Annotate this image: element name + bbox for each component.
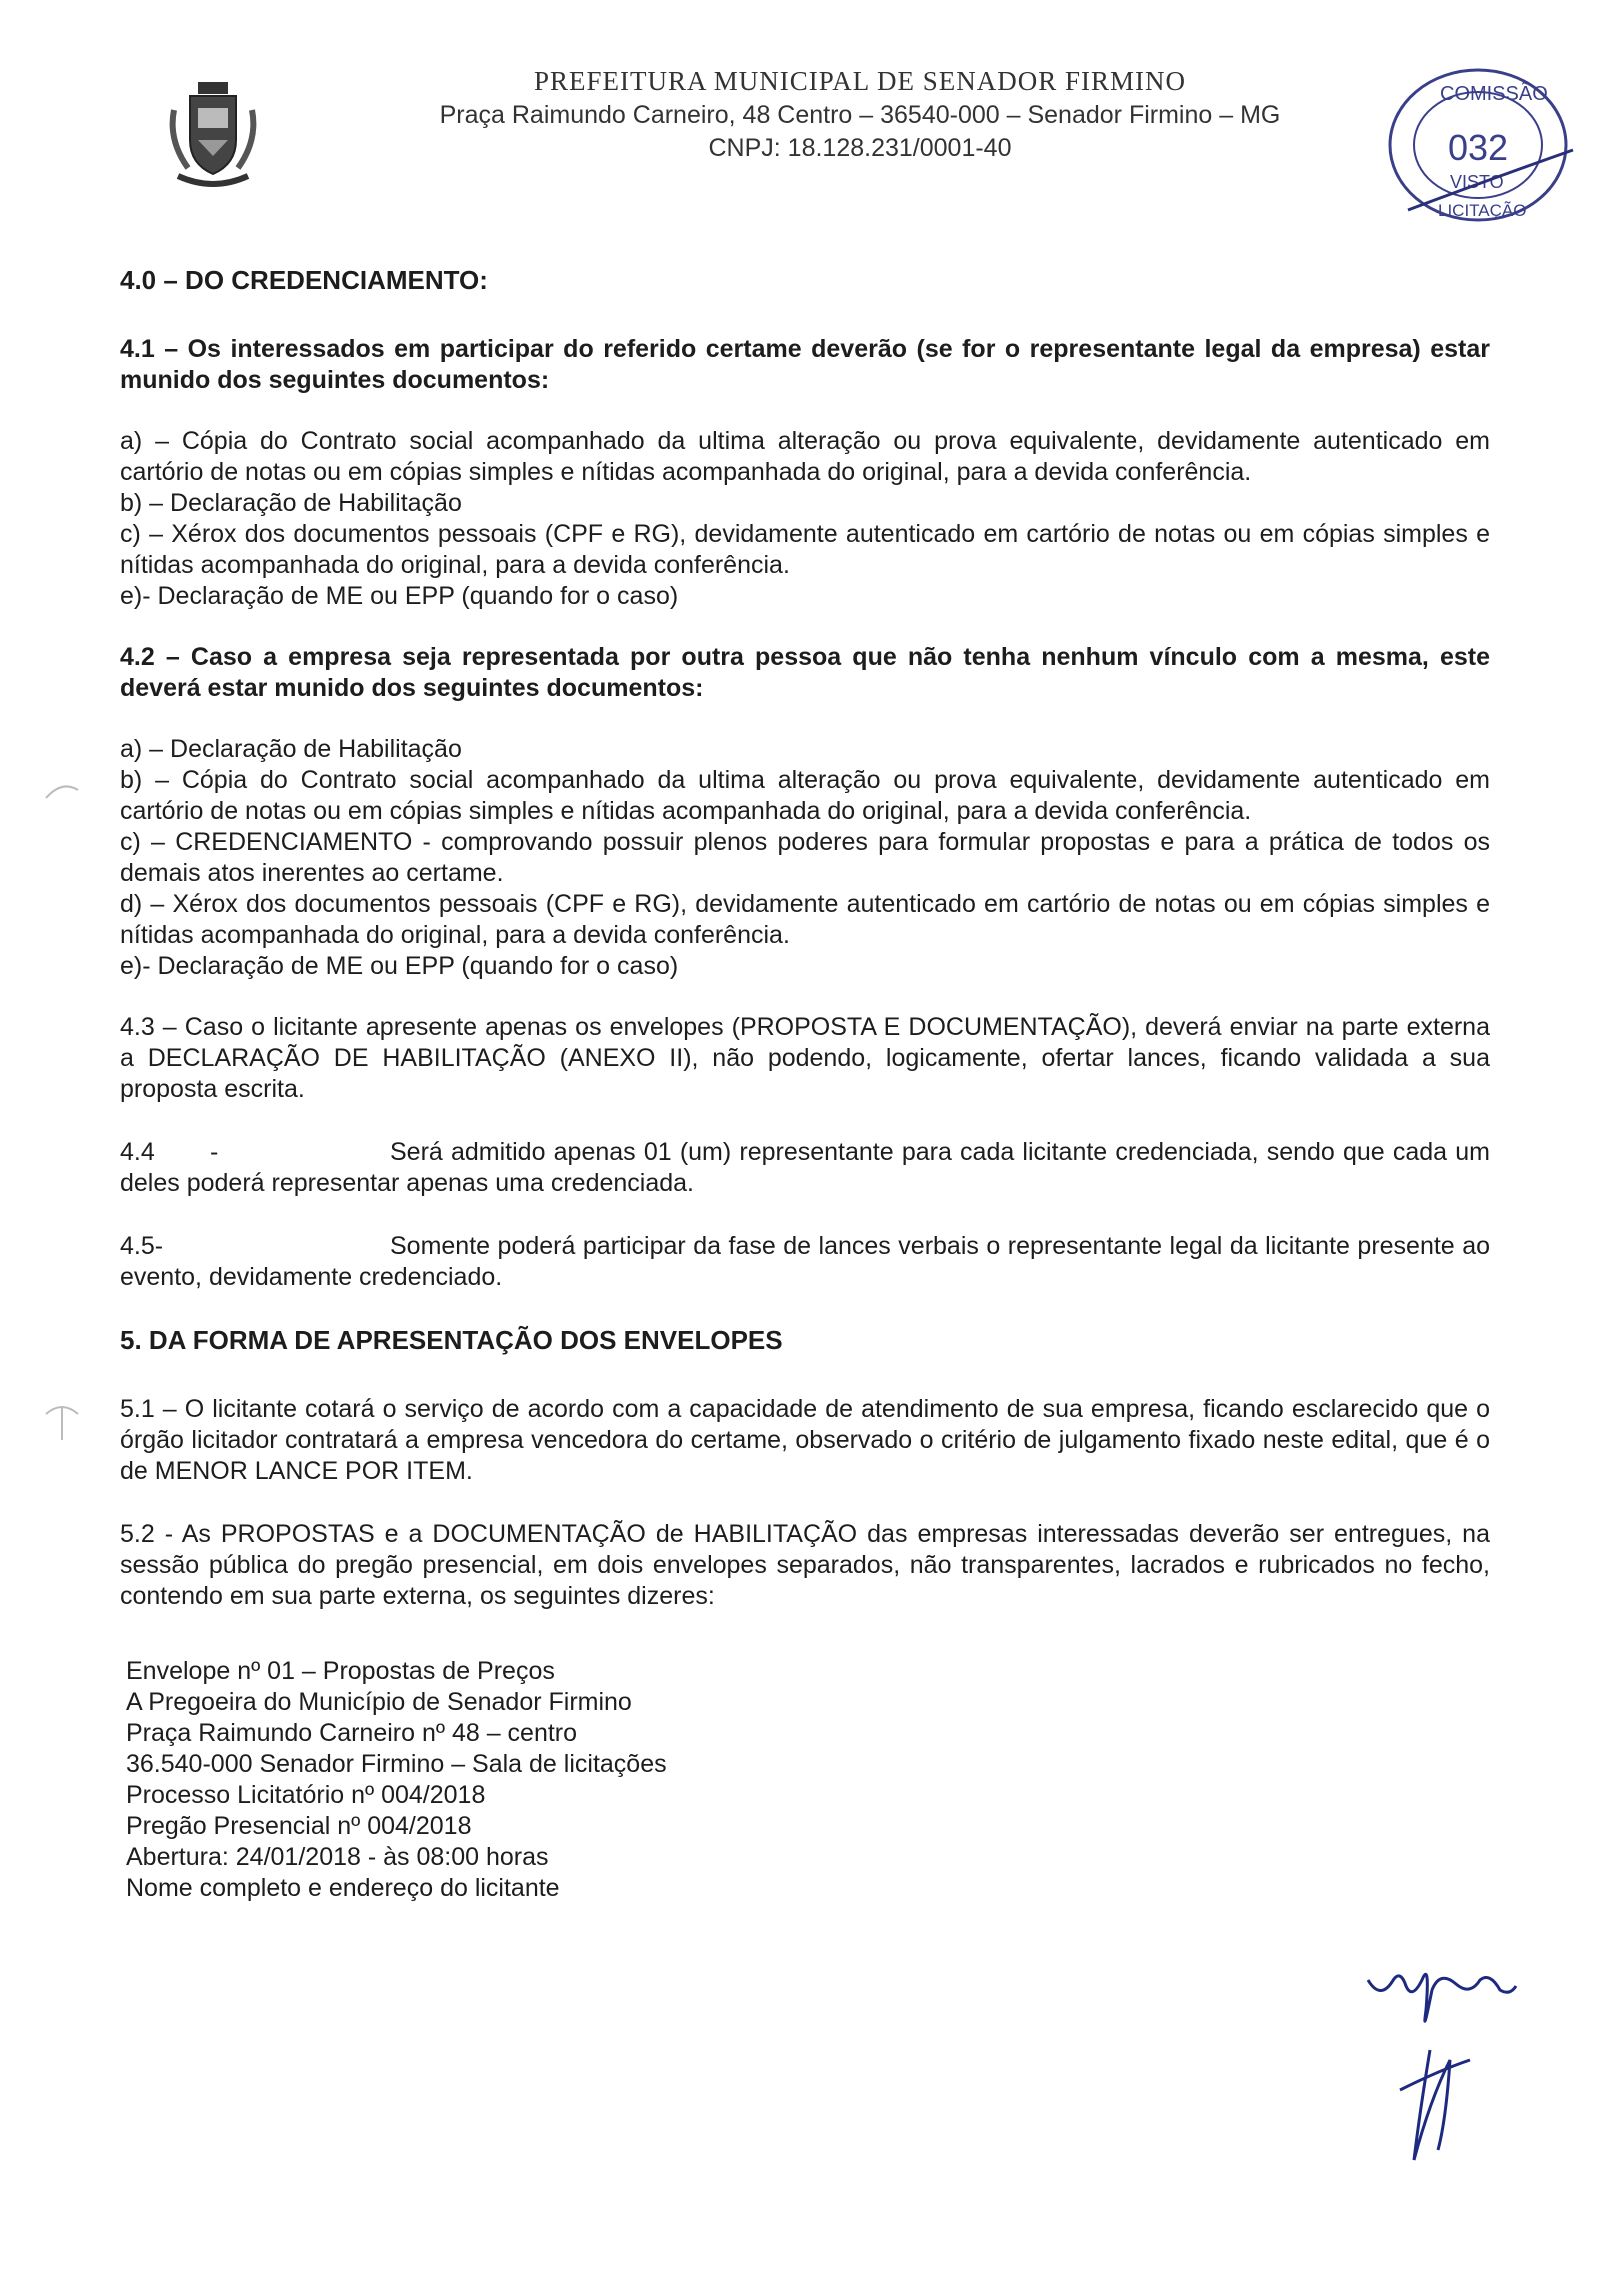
- section-4-title: 4.0 – DO CREDENCIAMENTO:: [120, 265, 488, 295]
- svg-text:032: 032: [1448, 127, 1509, 168]
- list-item: d) – Xérox dos documentos pessoais (CPF e RG), devidamente autenticado em cartório de notas ou em cópias simples e nítidas acompanhada do original, para a devida conferência.: [120, 890, 1490, 949]
- clause-4-2: 4.2 – Caso a empresa seja representada por outra pessoa que não tenha nenhum vínculo com a mesma, este deverá estar munido dos seguintes documentos:: [120, 643, 1490, 702]
- envelope-line: Pregão Presencial nº 004/2018: [126, 1812, 472, 1840]
- letterhead: [160, 60, 1600, 220]
- hole-punch-mark: [42, 778, 82, 818]
- envelope-line: Processo Licitatório nº 004/2018: [126, 1781, 486, 1809]
- list-4-1: [120, 426, 1490, 612]
- hole-punch-mark: [42, 1400, 82, 1440]
- handwritten-signature: [1360, 1950, 1520, 2170]
- envelope-line: Praça Raimundo Carneiro nº 48 – centro: [126, 1719, 578, 1747]
- clause-4-1: 4.1 – Os interessados em participar do referido certame deverão (se for o representante legal da empresa) estar munido dos seguintes documentos:: [120, 335, 1490, 394]
- clause-dash: -: [210, 1138, 219, 1166]
- clause-4-5: [120, 1231, 1490, 1293]
- clause-number: 4.5-: [120, 1232, 164, 1260]
- svg-text:VISTO: VISTO: [1450, 172, 1504, 192]
- list-item: b) – Cópia do Contrato social acompanhado da ultima alteração ou prova equivalente, devidamente autenticado em cartório de notas ou em cópias simples e nítidas acompanhada do original, para a devida conferência.: [120, 766, 1490, 825]
- list-item: a) – Declaração de Habilitação: [120, 735, 462, 763]
- list-4-2: [120, 734, 1490, 982]
- clause-4-4: [120, 1137, 1490, 1199]
- section-5-title: 5. DA FORMA DE APRESENTAÇÃO DOS ENVELOPES: [120, 1325, 783, 1355]
- clause-text: Somente poderá participar da fase de lances verbais o representante legal da licitante presente ao evento, devidamente credenciado.: [120, 1232, 1490, 1291]
- clause-4-3: 4.3 – Caso o licitante apresente apenas os envelopes (PROPOSTA E DOCUMENTAÇÃO), deverá enviar na parte externa a DECLARAÇÃO DE HABILITAÇÃO (ANEXO II), não podendo, logicamente, ofertar lances, ficando validada a sua proposta escrita.: [120, 1013, 1490, 1103]
- header-cnpj: CNPJ: 18.128.231/0001-40: [708, 134, 1012, 162]
- envelope-line: A Pregoeira do Município de Senador Firmino: [126, 1688, 632, 1716]
- header-title: PREFEITURA MUNICIPAL DE SENADOR FIRMINO: [533, 66, 1187, 96]
- list-item: b) – Declaração de Habilitação: [120, 489, 462, 517]
- clause-text: Será admitido apenas 01 (um) representante para cada licitante credenciada, sendo que cada um deles poderá representar apenas uma credenciada.: [120, 1138, 1490, 1197]
- svg-text:COMISSÃO: COMISSÃO: [1440, 83, 1548, 105]
- list-item: e)- Declaração de ME ou EPP (quando for o caso): [120, 952, 679, 980]
- list-item: e)- Declaração de ME ou EPP (quando for o caso): [120, 582, 679, 610]
- coat-of-arms-icon: [168, 80, 258, 190]
- list-item: a) – Cópia do Contrato social acompanhado da ultima alteração ou prova equivalente, devidamente autenticado em cartório de notas ou em cópias simples e nítidas acompanhada do original, para a devida conferência.: [120, 427, 1490, 486]
- commission-stamp: [1378, 60, 1578, 230]
- envelope-label: [120, 1656, 1490, 1904]
- list-item: c) – CREDENCIAMENTO - comprovando possuir plenos poderes para formular propostas e para a prática de todos os demais atos inerentes ao certame.: [120, 828, 1490, 887]
- svg-text:LICITAÇÃO: LICITAÇÃO: [1438, 201, 1527, 220]
- envelope-line: Envelope nº 01 – Propostas de Preços: [126, 1657, 555, 1685]
- clause-5-2: 5.2 - As PROPOSTAS e a DOCUMENTAÇÃO de HABILITAÇÃO das empresas interessadas deverão ser entregues, na sessão pública do pregão presencial, em dois envelopes separados, não transparentes, lacrados e rubricados no fecho, contendo em sua parte externa, os seguintes dizeres:: [120, 1520, 1490, 1610]
- clause-number: 4.4: [120, 1138, 155, 1166]
- list-item: c) – Xérox dos documentos pessoais (CPF e RG), devidamente autenticado em cartório de notas ou em cópias simples e nítidas acompanhada do original, para a devida conferência.: [120, 520, 1490, 579]
- envelope-line: 36.540-000 Senador Firmino – Sala de licitações: [126, 1750, 667, 1778]
- clause-5-1: 5.1 – O licitante cotará o serviço de acordo com a capacidade de atendimento de sua empresa, ficando esclarecido que o órgão licitador contratará a empresa vencedora do certame, observado o critério de julgamento fixado neste edital, que é o de MENOR LANCE POR ITEM.: [120, 1395, 1490, 1485]
- envelope-line: Abertura: 24/01/2018 - às 08:00 horas: [126, 1843, 549, 1871]
- envelope-line: Nome completo e endereço do licitante: [126, 1874, 560, 1902]
- header-address: Praça Raimundo Carneiro, 48 Centro – 36540-000 – Senador Firmino – MG: [439, 101, 1281, 129]
- document-body: [120, 265, 1490, 1904]
